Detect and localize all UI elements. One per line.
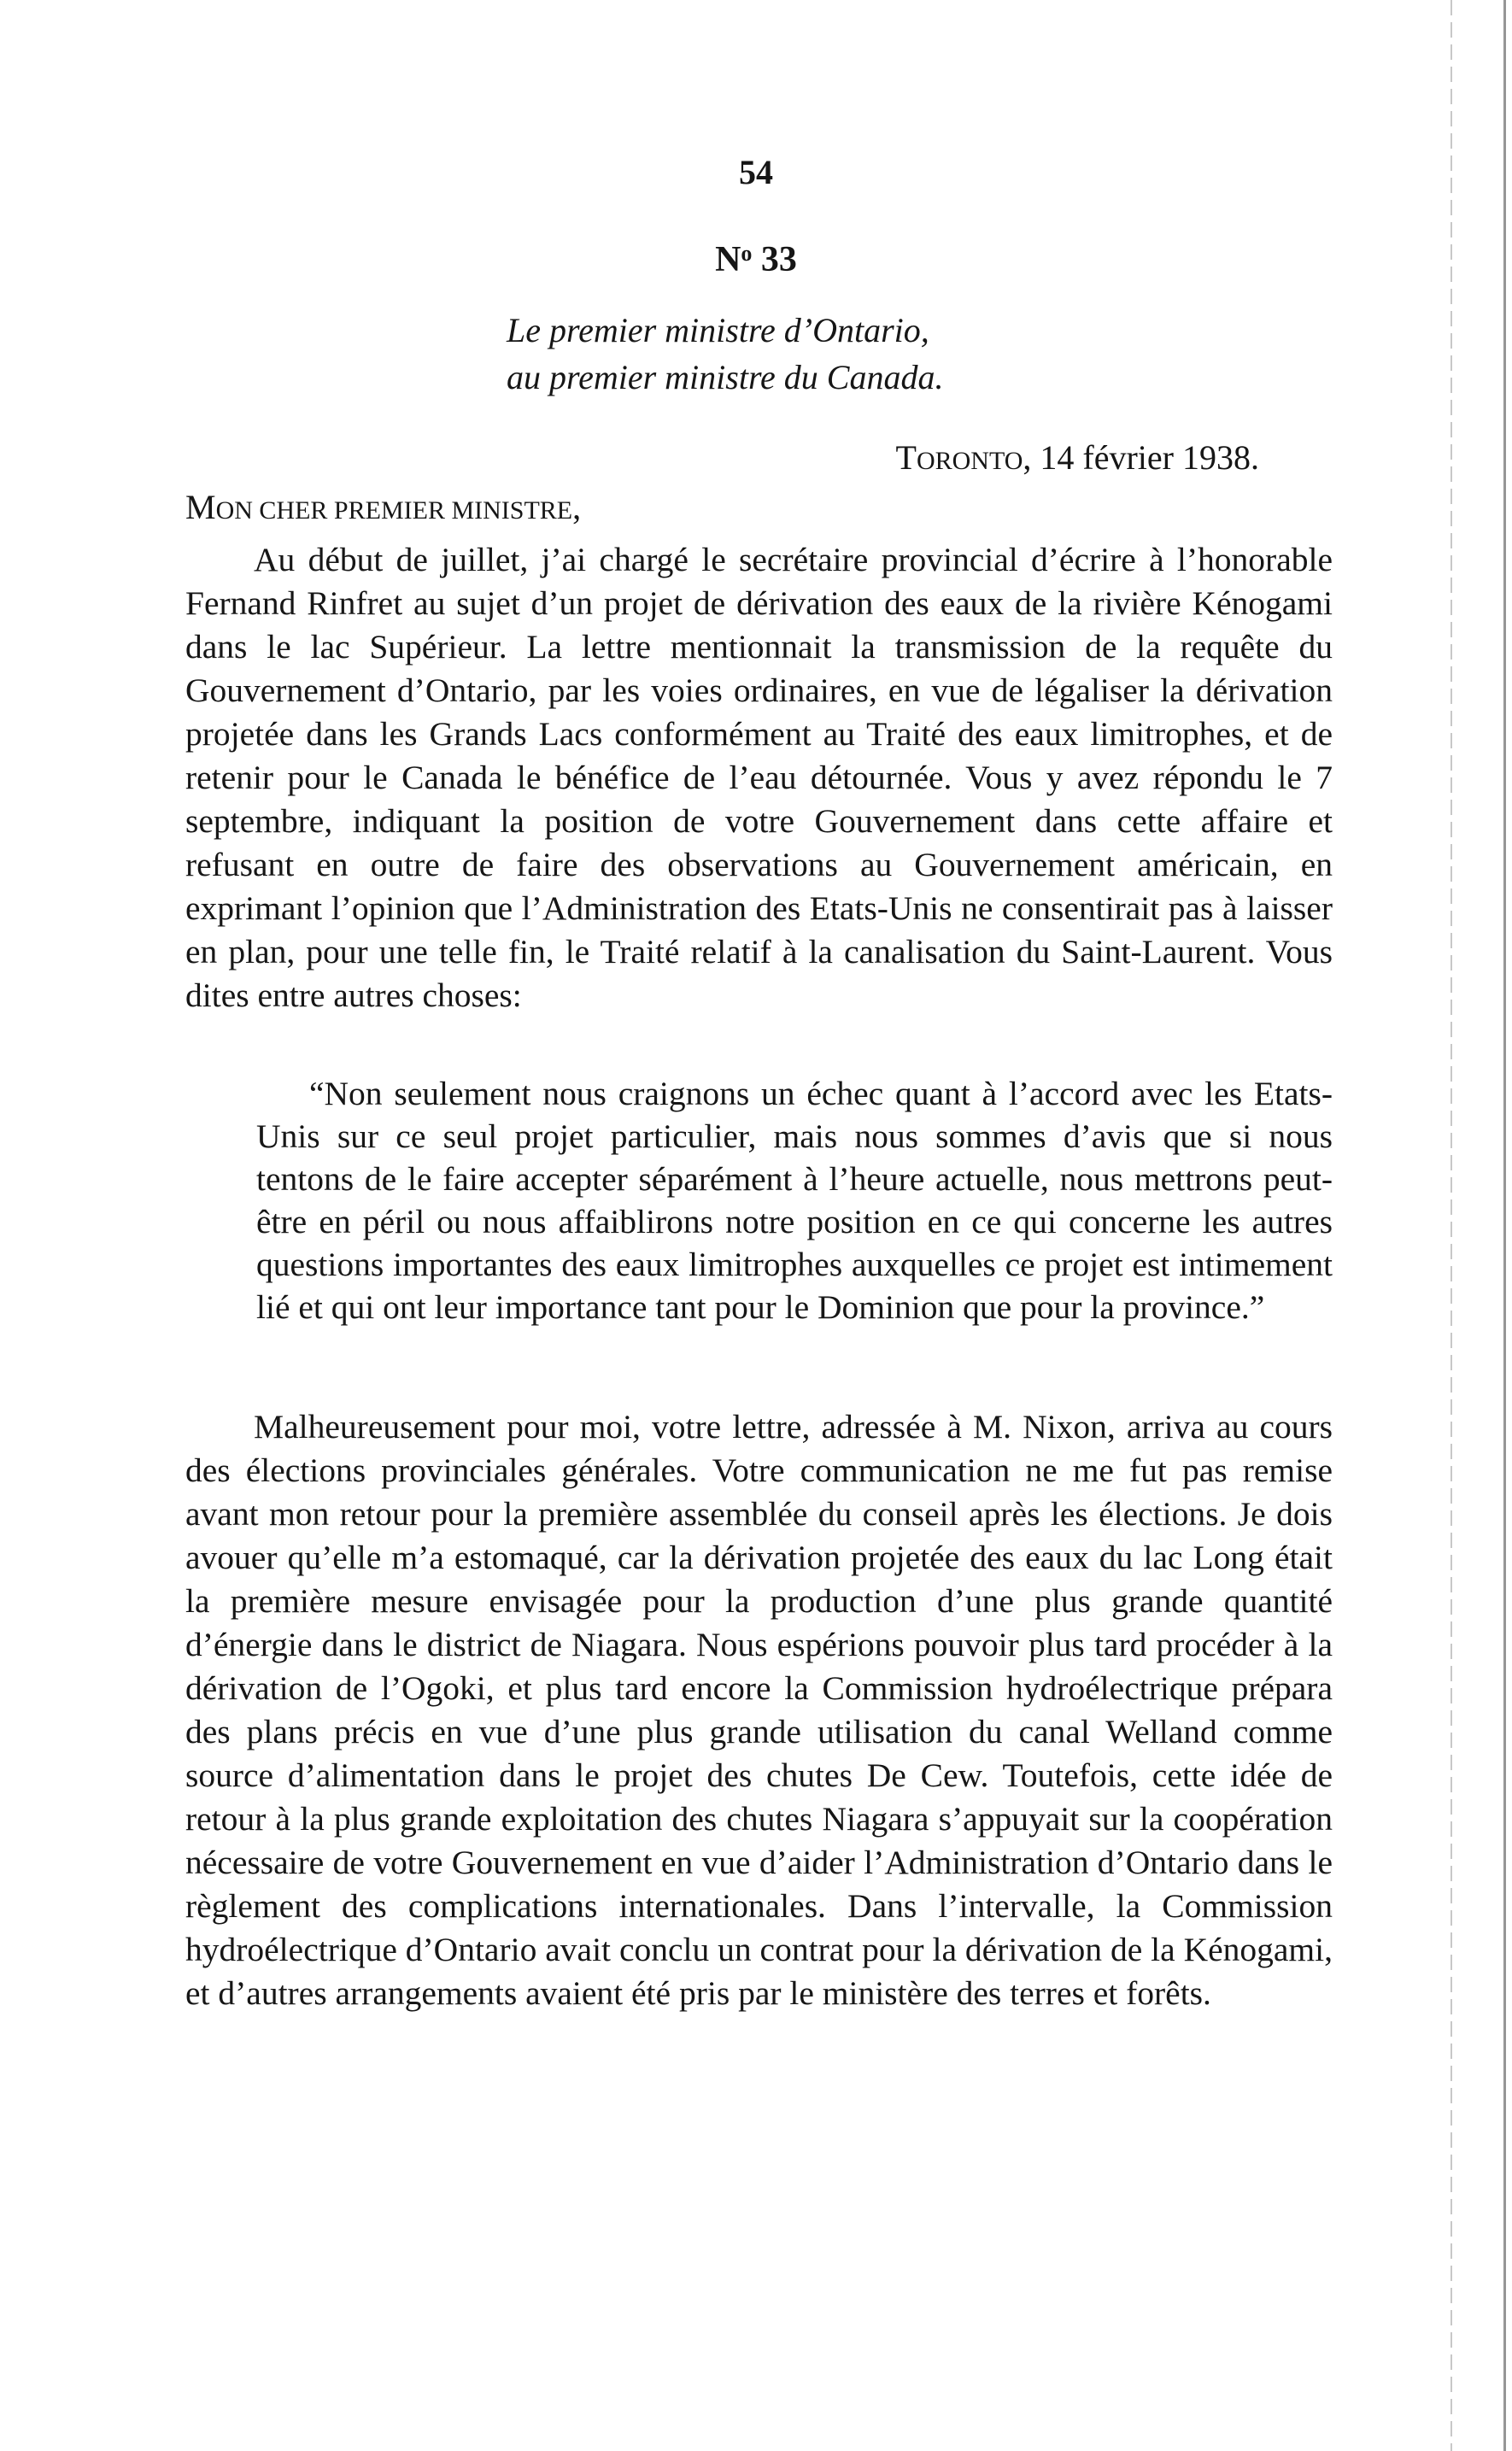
block-quote: “Non seulement nous craignons un échec quant à l’accord avec les Etats-Unis sur ce seul projet particulier, mais nous sommes d’avis que si nous tentons de le faire accepter séparément à l’heure actuelle, nous mettrons peut-être en péril ou nous affaiblirons notre position en ce qui concerne les autres questions importantes des eaux limitrophes auxquelles ce projet est intimement lié et qui ont leur importance tant pour le Dominion que pour la province.” <box>256 1075 1333 1326</box>
doc-number-value: 33 <box>760 240 797 279</box>
doc-number-sup: o <box>741 241 753 266</box>
salutation-rest-1: ON <box>215 496 260 525</box>
dateline-city-initial: T <box>895 438 917 477</box>
document-number <box>0 239 1512 280</box>
dateline <box>896 437 1259 478</box>
paragraph-1-text: Au début de juillet, j’ai chargé le secrétaire provincial d’écrire à l’honorable Fernand Rinfret au sujet d’un projet de dérivation des eaux de la rivière Kénogami dans le lac Supérieur. La lettre mentionnait la transmission de la requête du Gouvernement d’Ontario, par les voies ordinaires, en vue de légaliser la dérivation projetée dans les Grands Lacs conformément au Traité des eaux limitrophes, et de retenir pour le Canada le bénéfice de l’eau détournée. Vous y avez répondu le 7 septembre, indiquant la position de votre Gouvernement dans cette affaire et refusant en outre de faire des observations au Gouvernement américain, en exprimant l’opinion que l’Administration des Etats-Unis ne consentirait pas à laisser en plan, pour une telle fin, le Traité relatif à la canalisation du Saint-Laurent. Vous dites entre autres choses: <box>185 541 1333 1014</box>
doc-number-prefix: N <box>715 240 741 279</box>
paragraph-1 <box>185 538 1333 1017</box>
paragraph-2 <box>185 1405 1333 2015</box>
dateline-date: , 14 février 1938. <box>1023 438 1259 477</box>
dateline-city-rest: ORONTO <box>916 447 1023 475</box>
page-number: 54 <box>739 153 773 191</box>
scan-edge-line <box>1503 0 1506 2451</box>
salutation-comma: , <box>572 488 582 526</box>
header-line-1: Le premier ministre d’Ontario, <box>507 311 929 349</box>
salutation-rest-2: CHER PREMIER MINISTRE <box>259 496 573 525</box>
salutation-initial: M <box>185 488 216 526</box>
header-line-2: au premier ministre du Canada. <box>507 358 944 396</box>
scan-margin-line <box>1450 0 1452 2451</box>
salutation <box>185 487 581 527</box>
paragraph-2-text: Malheureusement pour moi, votre lettre, adressée à M. Nixon, arriva au cours des élections provinciales générales. Votre communication ne me fut pas remise avant mon retour pour la première assemblée du conseil après les élections. Je dois avouer qu’elle m’a estomaqué, car la dérivation projetée des eaux du lac Long était la première mesure envisagée pour la production d’une plus grande quantité d’énergie dans le district de Niagara. Nous espérions pouvoir plus tard procéder à la dérivation de l’Ogoki, et plus tard encore la Commission hydroélectrique prépara des plans précis en vue d’une plus grande utilisation du canal Welland comme source d’alimentation dans le projet des chutes De Cew. Toutefois, cette idée de retour à la plus grande exploitation des chutes Niagara s’appuyait sur la coopération nécessaire de votre Gouvernement en vue d’aider l’Administration d’Ontario dans le règlement des complications internationales. Dans l’intervalle, la Commission hydroélectrique d’Ontario avait conclu un contrat pour la dérivation de la Kénogami, et d’autres arrangements avaient été pris par le ministère des terres et forêts. <box>185 1408 1333 2012</box>
